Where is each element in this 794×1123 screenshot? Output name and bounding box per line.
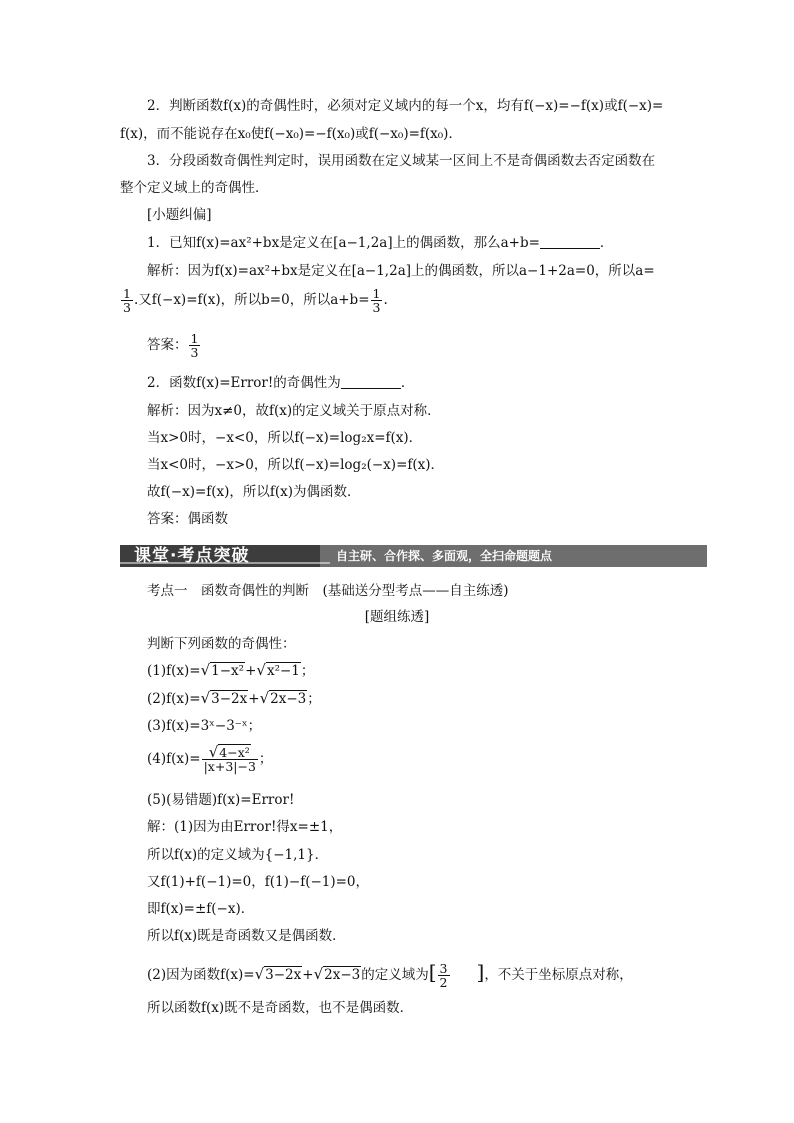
formula-2: (2)f(x)=√3−2x+√2x−3； <box>147 689 321 707</box>
solution-line: (2)因为函数f(x)=√3−2x+√2x−3的定义域为[ $\frac{3}{2}$ ]，不关于坐标原点对称， <box>147 960 633 990</box>
banner-subtitle: 自主研、合作探、多面观，全扫命题题点 <box>336 549 553 563</box>
formula-1: (1)f(x)=√1−x²+√x²−1； <box>147 661 315 679</box>
formula-4: (4)f(x)= $\frac{\text{√4−x²}}{|x+3|-3}$ ； <box>147 743 273 774</box>
solution-line: 解析：因为x≠0，故f(x)的定义域关于原点对称． <box>147 403 441 419</box>
knowledge-point-title: 考点一 函数奇偶性的判断 (基础送分型考点——自主练透) <box>147 583 509 599</box>
solution-line: 所以f(x)的定义域为{−1,1}． <box>147 847 329 863</box>
solution-line: 当x<0时，−x>0，所以f(−x)=log₂(−x)=f(x)． <box>147 457 445 473</box>
fraction: $\frac{\text{√4−x²}}{|x+3|-3}$ <box>203 743 256 774</box>
section-banner <box>120 545 707 567</box>
sqrt: √2x−3 <box>313 965 361 983</box>
punct: ． <box>599 235 614 251</box>
solution-line: 所以f(x)既是奇函数又是偶函数． <box>147 928 346 944</box>
solution-line: 即f(x)=±f(−x)． <box>147 901 255 917</box>
sqrt: √x²−1 <box>256 661 300 679</box>
fraction: $\frac{1}{3}$ <box>372 286 381 315</box>
solution-line: 故f(−x)=f(x)，所以f(x)为偶函数． <box>147 484 361 500</box>
para-line: 2．判断函数f(x)的奇偶性时，必须对定义域内的每一个x，均有f(−x)=−f(x)或f(−x)= <box>147 98 664 114</box>
sqrt: √1−x² <box>200 661 245 679</box>
question-1 <box>147 233 613 253</box>
task-line: 判断下列函数的奇偶性： <box>147 636 296 652</box>
sqrt: √3−2x <box>200 689 248 707</box>
fraction: $\frac{3}{2}$ <box>439 961 448 990</box>
subheading: [题组练透] <box>364 609 430 625</box>
fraction: $\frac{1}{3}$ <box>123 286 131 315</box>
answer-blank <box>341 374 401 389</box>
sqrt: √4−x² <box>208 743 250 761</box>
sqrt: √3−2x <box>254 965 302 983</box>
solution-line: 解析：因为f(x)=ax²+bx是定义在[a−1,2a]上的偶函数，所以a−1+2a=0，所以a= <box>147 263 655 279</box>
question-2: 2．函数f(x)=Error!的奇偶性为 ． <box>147 375 415 391</box>
para-line: f(x)，而不能说存在x₀使f(−x₀)=−f(x₀)或f(−x₀)=f(x₀)． <box>120 126 462 142</box>
solution-line: 所以函数f(x)既不是奇函数，也不是偶函数． <box>147 1000 414 1016</box>
question-text: 1．已知f(x)=ax²+bx是定义在[a−1,2a]上的偶函数，那么a+b= <box>147 235 540 251</box>
formula-5: (5)(易错题)f(x)=Error! <box>147 792 295 808</box>
answer-line: 答案：偶函数 <box>147 511 228 527</box>
answer-blank <box>540 234 600 249</box>
para-line: 3．分段函数奇偶性判定时，误用函数在定义域某一区间上不是奇偶函数去否定函数在 <box>147 153 656 169</box>
formula-3: (3)f(x)=3ˣ−3⁻ˣ； <box>147 718 262 734</box>
section-heading: [小题纠偏] <box>147 207 212 223</box>
solution-line: 当x>0时，−x<0，所以f(−x)=log₂x=f(x)． <box>147 430 423 446</box>
fraction: $\frac{1}{3}$ <box>190 331 199 360</box>
sqrt: √2x−3 <box>259 689 307 707</box>
solution-line: 解：(1)因为由Error!得x=±1， <box>147 819 343 835</box>
solution-line: $\frac{1}{3}$ .又f(−x)=f(x)，所以b=0，所以a+b= $\frac{1}{3}$ . <box>123 286 388 315</box>
answer-line: 答案： $\frac{1}{3}$ <box>147 331 199 360</box>
solution-line: 又f(1)+f(−1)=0，f(1)−f(−1)=0， <box>147 874 370 890</box>
para-line: 整个定义域上的奇偶性． <box>120 180 269 196</box>
banner-title: 课堂·考点突破 <box>134 546 250 566</box>
